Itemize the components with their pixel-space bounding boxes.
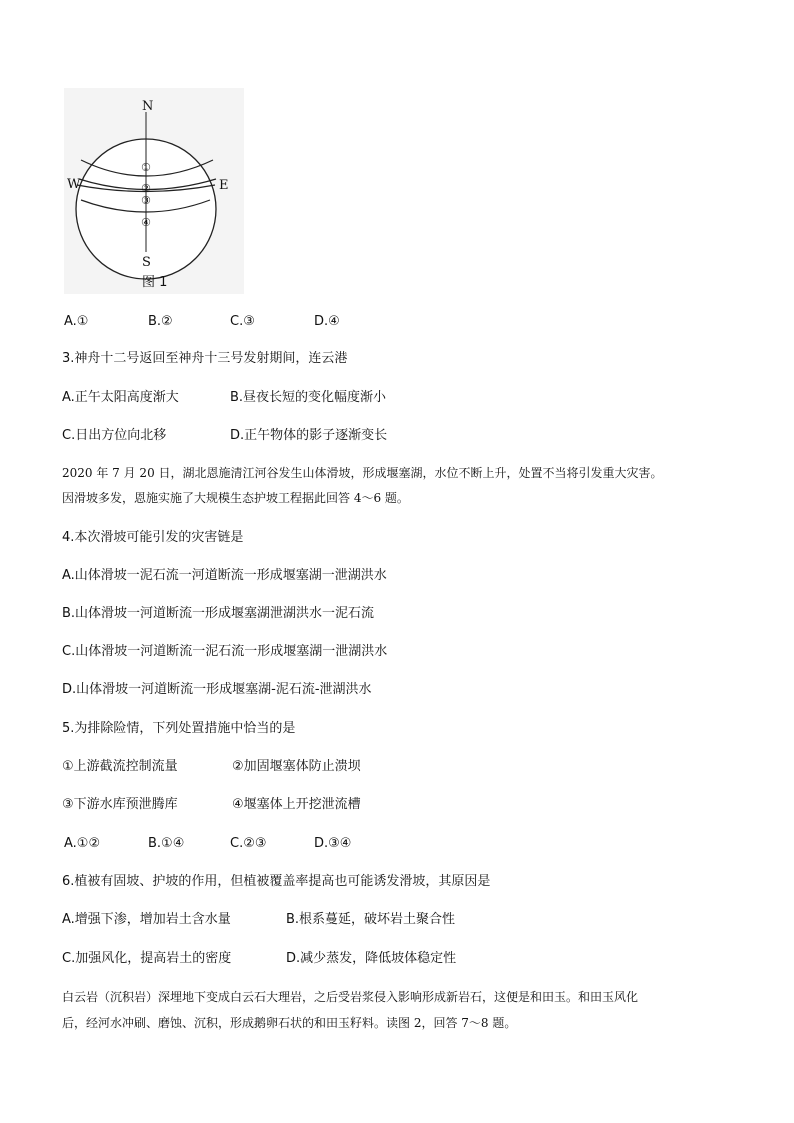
- passage-2-line-2: 后，经河水冲刷、磨蚀、沉积，形成鹅卵石状的和田玉籽料。读图 2，回答 7～8 题。: [62, 1016, 517, 1030]
- q5-option-d[interactable]: D.③④: [314, 836, 352, 851]
- figure-1: [64, 88, 244, 294]
- marker-2: ②: [141, 182, 151, 195]
- q6-stem: 6.植被有固坡、护坡的作用，但植被覆盖率提高也可能诱发滑坡，其原因是: [62, 874, 491, 889]
- q2-option-b[interactable]: B.②: [148, 314, 173, 329]
- q3-option-a[interactable]: A.正午太阳高度渐大: [62, 390, 179, 405]
- q2-option-c[interactable]: C.③: [230, 314, 255, 329]
- q5-option-b[interactable]: B.①④: [148, 836, 185, 851]
- q6-option-a[interactable]: A.增强下渗，增加岩土含水量: [62, 912, 231, 927]
- q4-stem: 4.本次滑坡可能引发的灾害链是: [62, 530, 244, 545]
- q5-item-4: ④堰塞体上开挖泄流槽: [232, 797, 361, 812]
- passage-2-line-1: 白云岩（沉积岩）深埋地下变成白云石大理岩，之后受岩浆侵入影响形成新岩石，这便是和田玉。和田玉风化: [62, 990, 639, 1004]
- globe-diagram: [64, 88, 244, 294]
- marker-1: ①: [141, 161, 151, 174]
- west-label: W: [67, 177, 81, 192]
- q3-option-d[interactable]: D.正午物体的影子逐渐变长: [230, 428, 388, 443]
- q3-stem: 3.神舟十二号返回至神舟十三号发射期间，连云港: [62, 351, 348, 366]
- south-label: S: [142, 255, 151, 270]
- q5-option-a[interactable]: A.①②: [64, 836, 101, 851]
- q3-option-b[interactable]: B.昼夜长短的变化幅度渐小: [230, 390, 387, 405]
- passage-1-line-2: 因滑坡多发，恩施实施了大规模生态护坡工程据此回答 4～6 题。: [62, 491, 409, 505]
- figure-caption: 图 1: [142, 275, 168, 290]
- q4-option-b[interactable]: B.山体滑坡一河道断流一形成堰塞湖泄湖洪水一泥石流: [62, 606, 375, 621]
- marker-4: ④: [141, 216, 151, 229]
- passage-1-line-1: 2020 年 7 月 20 日，湖北恩施清江河谷发生山体滑坡，形成堰塞湖，水位不断上升，处置不当将引发重大灾害。: [62, 466, 663, 480]
- north-label: N: [142, 99, 154, 114]
- q2-option-a[interactable]: A.①: [64, 314, 89, 329]
- q5-option-c[interactable]: C.②③: [230, 836, 267, 851]
- q4-option-d[interactable]: D.山体滑坡一河道断流一形成堰塞湖-泥石流-泄湖洪水: [62, 682, 372, 697]
- east-label: E: [219, 178, 229, 193]
- marker-3: ③: [141, 194, 151, 207]
- q5-stem: 5.为排除险情，下列处置措施中恰当的是: [62, 721, 296, 736]
- q6-option-c[interactable]: C.加强风化，提高岩土的密度: [62, 951, 232, 966]
- q5-item-1: ①上游截流控制流量: [62, 759, 178, 774]
- q3-option-c[interactable]: C.日出方位向北移: [62, 428, 167, 443]
- q4-option-a[interactable]: A.山体滑坡一泥石流一河道断流一形成堰塞湖一泄湖洪水: [62, 568, 387, 583]
- q6-option-b[interactable]: B.根系蔓延，破坏岩土聚合性: [286, 912, 456, 927]
- q6-option-d[interactable]: D.减少蒸发，降低坡体稳定性: [286, 951, 457, 966]
- q5-item-3: ③下游水库预泄腾库: [62, 797, 178, 812]
- q4-option-c[interactable]: C.山体滑坡一河道断流一泥石流一形成堰塞湖一泄湖洪水: [62, 644, 388, 659]
- q2-option-d[interactable]: D.④: [314, 314, 340, 329]
- q5-item-2: ②加固堰塞体防止溃坝: [232, 759, 361, 774]
